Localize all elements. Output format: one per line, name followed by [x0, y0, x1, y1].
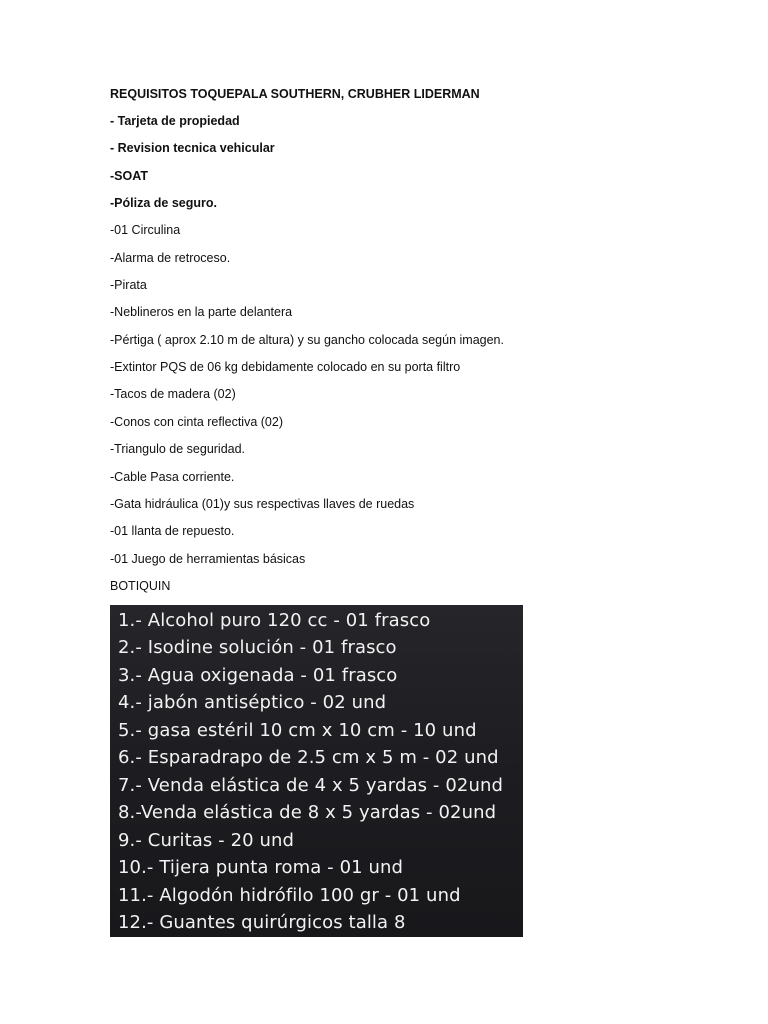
requirement-line: - Revision tecnica vehicular: [110, 141, 275, 155]
requirement-line: -Extintor PQS de 06 kg debidamente colocado en su porta filtro: [110, 360, 461, 374]
botiquin-item: 7.- Venda elástica de 4 x 5 yardas - 02und: [118, 775, 503, 796]
botiquin-item: 8.-Venda elástica de 8 x 5 yardas - 02und: [118, 802, 497, 823]
requirement-line: -SOAT: [110, 169, 148, 183]
requirement-line: -Gata hidráulica (01)y sus respectivas llaves de ruedas: [110, 497, 415, 511]
botiquin-item: 1.- Alcohol puro 120 cc - 01 frasco: [118, 610, 431, 631]
botiquin-item: 12.- Guantes quirúrgicos talla 8: [118, 912, 406, 933]
botiquin-list-image: [110, 605, 523, 937]
requirement-line: -Conos con cinta reflectiva (02): [110, 415, 283, 429]
requirement-line: - Tarjeta de propiedad: [110, 114, 240, 128]
document-title: REQUISITOS TOQUEPALA SOUTHERN, CRUBHER LIDERMAN: [110, 87, 480, 101]
requirement-line: -Neblineros en la parte delantera: [110, 305, 293, 319]
requirement-line: -Tacos de madera (02): [110, 387, 236, 401]
botiquin-item: 3.- Agua oxigenada - 01 frasco: [118, 665, 398, 686]
botiquin-item: 6.- Esparadrapo de 2.5 cm x 5 m - 02 und: [118, 747, 499, 768]
requirement-line: -Alarma de retroceso.: [110, 251, 231, 265]
requirement-line: -01 Juego de herramientas básicas: [110, 552, 306, 566]
botiquin-item: 9.- Curitas - 20 und: [118, 830, 295, 851]
botiquin-item: 5.- gasa estéril 10 cm x 10 cm - 10 und: [118, 720, 477, 741]
botiquin-heading: BOTIQUIN: [110, 579, 171, 593]
requirement-line: -Póliza de seguro.: [110, 196, 217, 210]
botiquin-item: 4.- jabón antiséptico - 02 und: [118, 692, 387, 713]
botiquin-item: 2.- Isodine solución - 01 frasco: [118, 637, 397, 658]
botiquin-item: 11.- Algodón hidrófilo 100 gr - 01 und: [118, 885, 461, 906]
requirement-line: -01 Circulina: [110, 223, 181, 237]
requirement-line: -Pirata: [110, 278, 147, 292]
requirement-line: -01 llanta de repuesto.: [110, 524, 235, 538]
botiquin-item: 10.- Tijera punta roma - 01 und: [118, 857, 404, 878]
requirement-line: -Pértiga ( aprox 2.10 m de altura) y su gancho colocada según imagen.: [110, 333, 504, 347]
requirement-line: -Cable Pasa corriente.: [110, 470, 235, 484]
requirement-line: -Triangulo de seguridad.: [110, 442, 246, 456]
